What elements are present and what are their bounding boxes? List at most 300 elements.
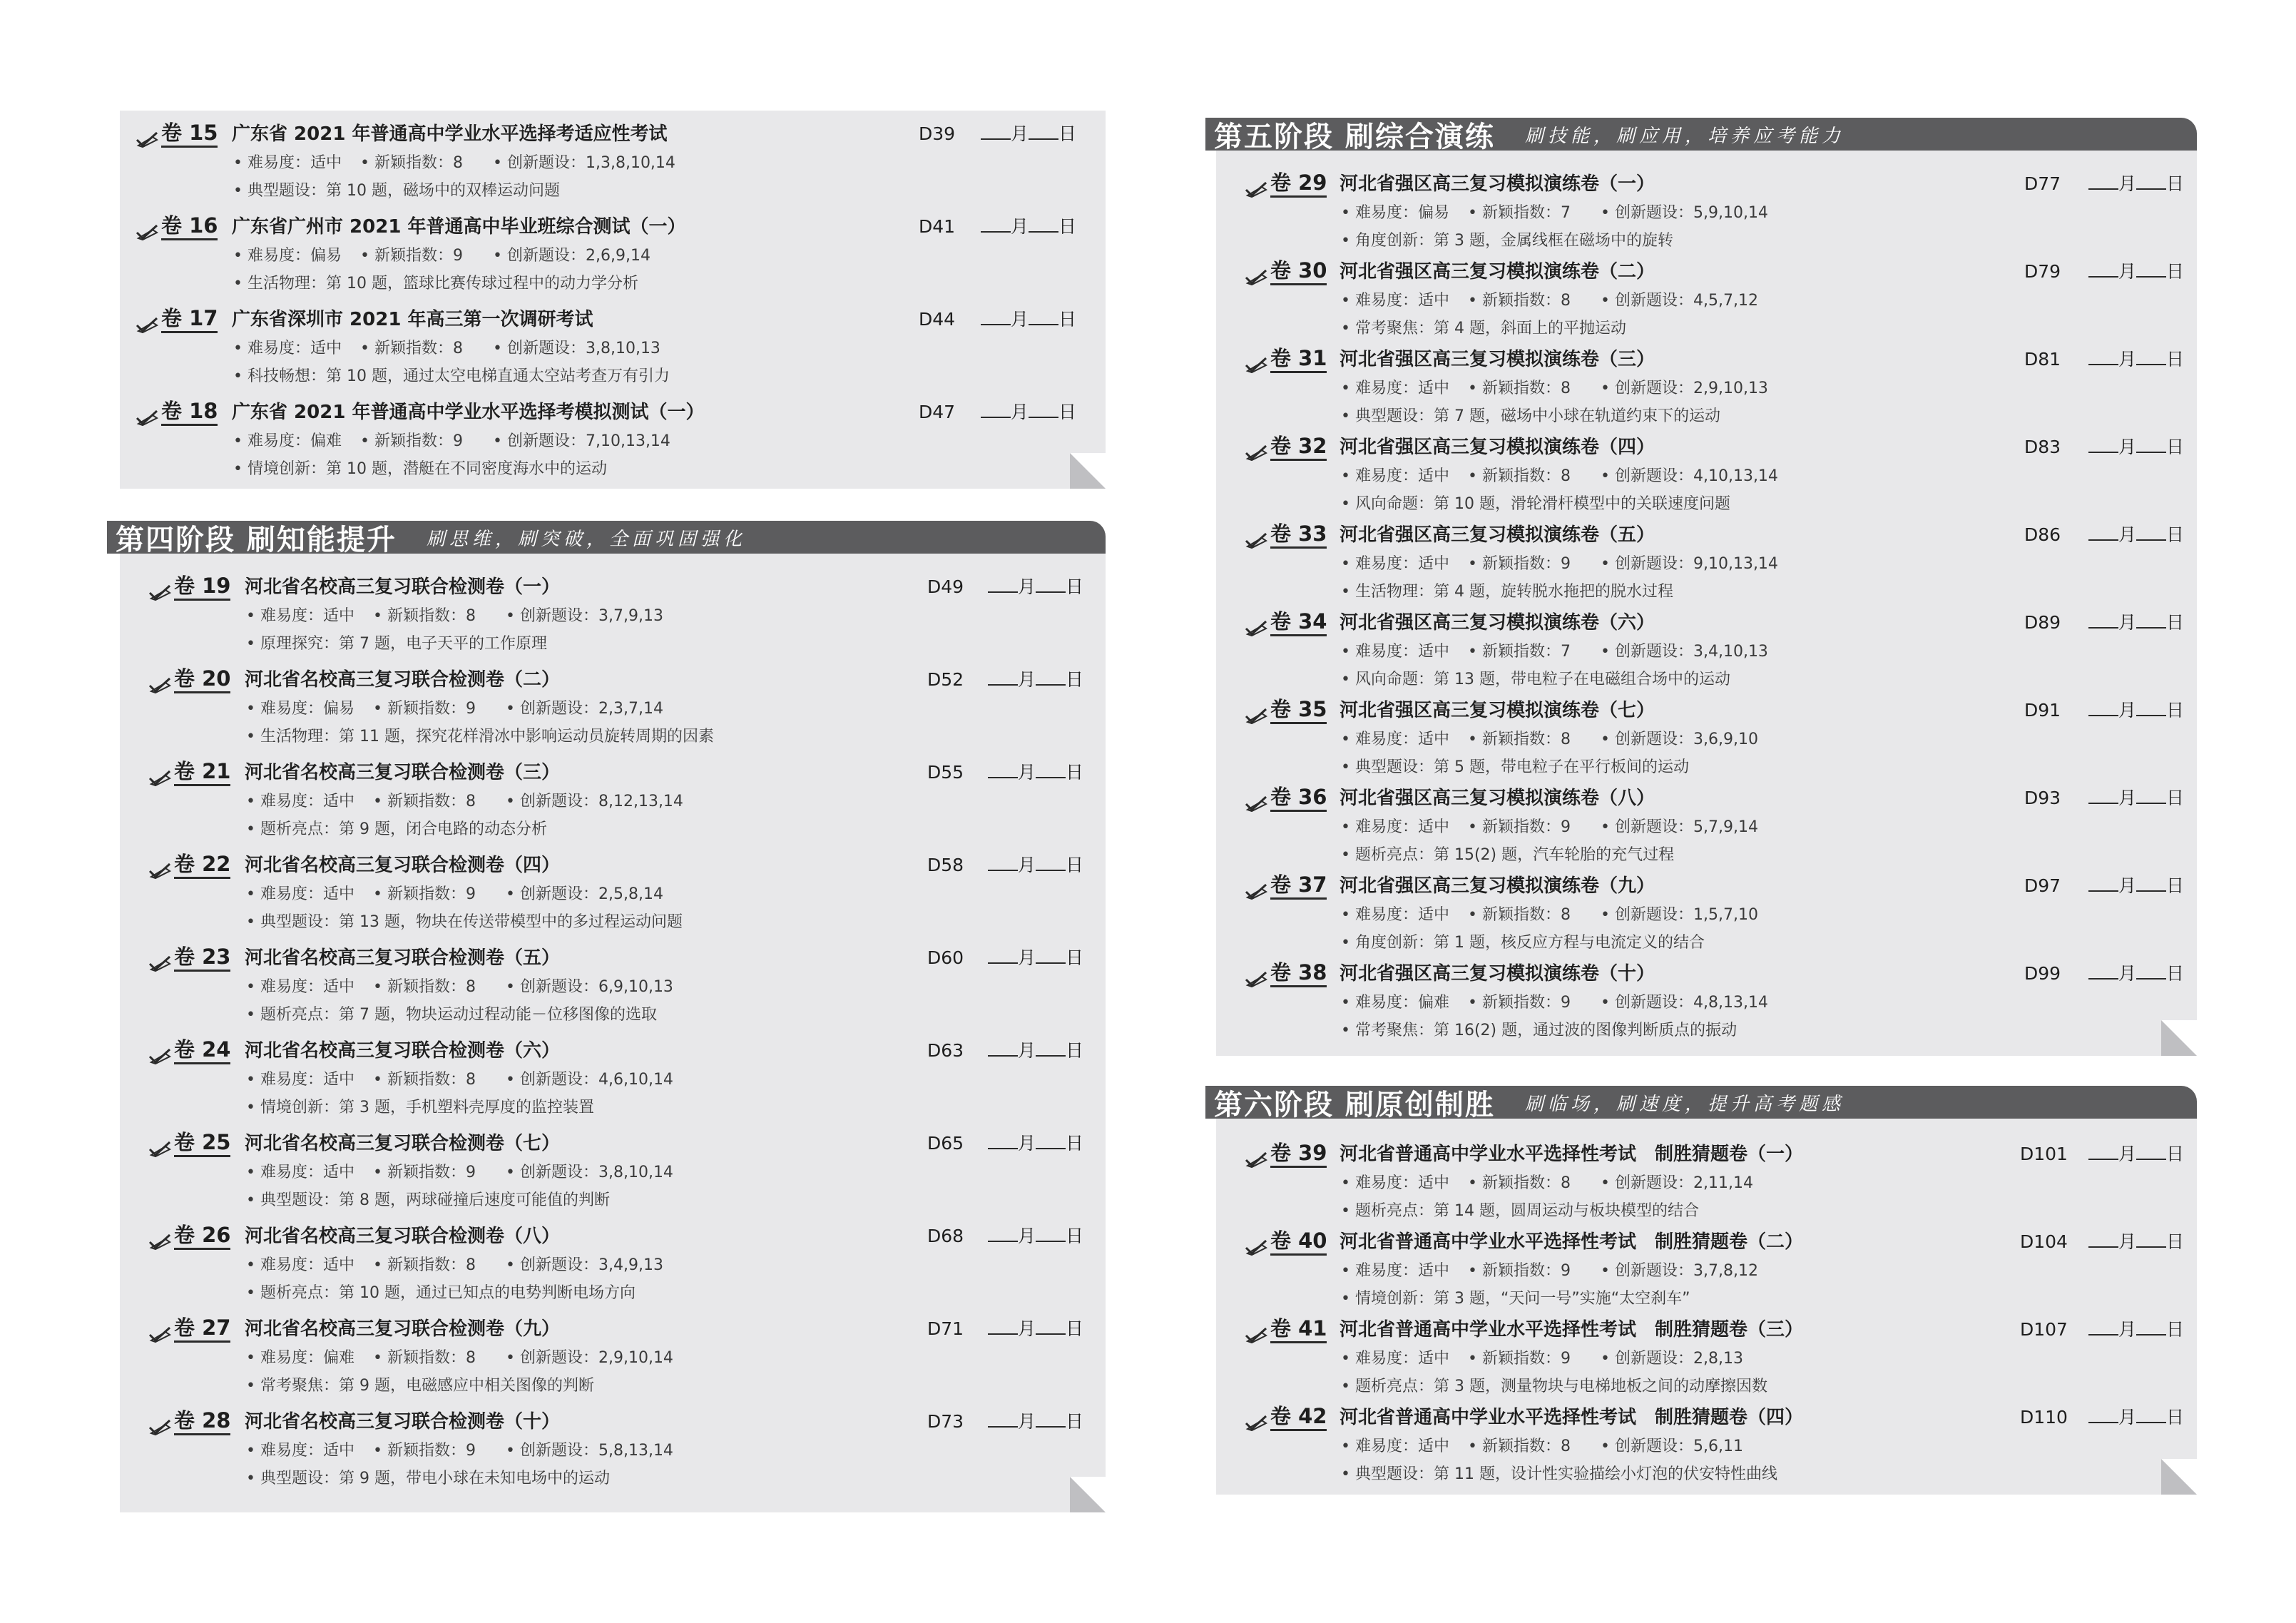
novelty-index: • 新颖指数：8 bbox=[1468, 380, 1571, 397]
exam-highlight: • 常考聚焦：第 9 题，电磁感应中相关图像的判断 bbox=[246, 1377, 594, 1395]
novelty-index: • 新颖指数：8 bbox=[1468, 731, 1571, 748]
exam-entry[interactable] bbox=[136, 121, 1077, 207]
exam-meta bbox=[246, 793, 683, 811]
pencil-check-icon bbox=[1245, 269, 1269, 286]
novelty-index: • 新颖指数：8 bbox=[1468, 906, 1571, 924]
exam-meta bbox=[1341, 380, 1768, 398]
page-ref: D93 bbox=[2024, 788, 2061, 808]
novelty-index: • 新颖指数：9 bbox=[1468, 1350, 1571, 1368]
novelty-index: • 新颖指数：8 bbox=[373, 1256, 476, 1274]
date-field[interactable] bbox=[988, 948, 1083, 968]
innovative-questions: • 创新题设：1,3,8,10,14 bbox=[493, 154, 675, 172]
exam-entry[interactable] bbox=[136, 213, 1077, 300]
page-ref: D41 bbox=[919, 216, 956, 237]
innovative-questions: • 创新题设：2,8,13 bbox=[1601, 1350, 1743, 1368]
exam-number: 卷 34 bbox=[1270, 610, 1327, 636]
page-curl bbox=[1070, 453, 1106, 489]
exam-highlight: • 题析亮点：第 10 题，通过已知点的电势判断电场方向 bbox=[246, 1284, 636, 1302]
exam-number: 卷 27 bbox=[174, 1316, 230, 1343]
exam-title[interactable]: 河北省强区高三复习模拟演练卷（一） bbox=[1340, 173, 1655, 195]
exam-entry[interactable] bbox=[148, 852, 1084, 938]
exam-highlight: • 题析亮点：第 14 题，圆周运动与板块模型的结合 bbox=[1341, 1202, 1699, 1220]
exam-title[interactable]: 河北省名校高三复习联合检测卷（七） bbox=[245, 1133, 561, 1154]
day-label: 日 bbox=[1066, 1411, 1084, 1432]
page-ref: D77 bbox=[2024, 173, 2061, 194]
innovative-questions: • 创新题设：2,3,7,14 bbox=[506, 700, 663, 718]
pencil-check-icon bbox=[148, 1233, 173, 1251]
exam-entry[interactable] bbox=[148, 759, 1084, 845]
month-label: 月 bbox=[2118, 963, 2137, 984]
exam-meta bbox=[1341, 204, 1768, 223]
difficulty: • 难易度：适中 bbox=[1341, 1174, 1449, 1192]
novelty-index: • 新颖指数：9 bbox=[373, 1442, 476, 1460]
date-field[interactable] bbox=[988, 1226, 1083, 1246]
month-label: 月 bbox=[2118, 1319, 2137, 1340]
page-ref: D47 bbox=[919, 402, 956, 422]
exam-title[interactable]: 河北省强区高三复习模拟演练卷（三） bbox=[1340, 349, 1655, 370]
exam-highlight: • 常考聚焦：第 16(2) 题，通过波的图像判断质点的振动 bbox=[1341, 1022, 1738, 1039]
exam-title[interactable]: 河北省名校高三复习联合检测卷（五） bbox=[245, 947, 561, 969]
exam-entry[interactable] bbox=[1245, 171, 2185, 257]
exam-number: 卷 31 bbox=[1270, 347, 1327, 373]
exam-entry[interactable] bbox=[1245, 258, 2185, 345]
exam-entry[interactable] bbox=[148, 1130, 1084, 1216]
exam-title[interactable]: 河北省普通高中学业水平选择性考试 制胜猜题卷（二） bbox=[1340, 1231, 1804, 1253]
month-label: 月 bbox=[1011, 216, 1029, 237]
exam-number: 卷 40 bbox=[1270, 1229, 1327, 1256]
exam-number: 卷 36 bbox=[1270, 785, 1327, 812]
day-label: 日 bbox=[2166, 612, 2185, 633]
month-label: 月 bbox=[2118, 875, 2137, 896]
exam-entry[interactable] bbox=[1245, 960, 2185, 1047]
exam-title[interactable]: 河北省普通高中学业水平选择性考试 制胜猜题卷（四） bbox=[1340, 1407, 1804, 1428]
exam-title[interactable]: 河北省强区高三复习模拟演练卷（九） bbox=[1340, 875, 1655, 897]
novelty-index: • 新颖指数：8 bbox=[373, 1349, 476, 1367]
exam-meta bbox=[233, 247, 650, 265]
exam-highlight: • 典型题设：第 7 题，磁场中小球在轨道约束下的运动 bbox=[1341, 407, 1720, 425]
date-field[interactable] bbox=[988, 855, 1083, 875]
month-label: 月 bbox=[1018, 669, 1036, 690]
day-label: 日 bbox=[1066, 1133, 1084, 1154]
exam-meta bbox=[1341, 906, 1758, 925]
innovative-questions: • 创新题设：9,10,13,14 bbox=[1601, 555, 1778, 573]
difficulty: • 难易度：偏易 bbox=[246, 700, 354, 718]
novelty-index: • 新颖指数：8 bbox=[1468, 292, 1571, 310]
difficulty: • 难易度：偏易 bbox=[233, 247, 342, 265]
novelty-index: • 新颖指数：8 bbox=[373, 978, 476, 996]
exam-title[interactable]: 河北省强区高三复习模拟演练卷（七） bbox=[1340, 700, 1655, 721]
pencil-check-icon bbox=[136, 409, 160, 427]
page-ref: D81 bbox=[2024, 349, 2061, 370]
novelty-index: • 新颖指数：9 bbox=[373, 1164, 476, 1181]
exam-title[interactable]: 河北省名校高三复习联合检测卷（三） bbox=[245, 762, 561, 783]
date-field[interactable] bbox=[988, 670, 1083, 690]
exam-entry[interactable] bbox=[1245, 1316, 2185, 1403]
day-label: 日 bbox=[1066, 855, 1084, 875]
pencil-check-icon bbox=[148, 584, 173, 601]
day-label: 日 bbox=[2166, 437, 2185, 457]
day-label: 日 bbox=[2166, 700, 2185, 721]
exam-meta bbox=[233, 340, 660, 358]
day-label: 日 bbox=[2166, 963, 2185, 984]
exam-title[interactable]: 河北省名校高三复习联合检测卷（二） bbox=[245, 669, 561, 691]
innovative-questions: • 创新题设：2,9,10,13 bbox=[1601, 380, 1768, 397]
difficulty: • 难易度：偏易 bbox=[1341, 204, 1449, 222]
page-ref: D68 bbox=[927, 1226, 964, 1246]
exam-meta bbox=[1341, 555, 1778, 574]
day-label: 日 bbox=[1066, 576, 1084, 597]
month-label: 月 bbox=[2118, 1231, 2137, 1252]
exam-number: 卷 35 bbox=[1270, 698, 1327, 724]
exam-highlight: • 情境创新：第 3 题，“天问一号”实施“太空刹车” bbox=[1341, 1290, 1690, 1308]
exam-highlight: • 典型题设：第 11 题，设计性实验描绘小灯泡的伏安特性曲线 bbox=[1341, 1465, 1777, 1483]
exam-meta bbox=[1341, 1438, 1743, 1456]
day-label: 日 bbox=[2166, 173, 2185, 194]
innovative-questions: • 创新题设：2,9,10,14 bbox=[506, 1349, 673, 1367]
exam-number: 卷 39 bbox=[1270, 1141, 1327, 1168]
difficulty: • 难易度：适中 bbox=[1341, 906, 1449, 924]
pencil-check-icon bbox=[148, 1326, 173, 1343]
exam-entry[interactable] bbox=[1245, 697, 2185, 783]
date-field[interactable] bbox=[2088, 1320, 2184, 1340]
exam-entry[interactable] bbox=[1245, 434, 2185, 520]
exam-number: 卷 42 bbox=[1270, 1405, 1327, 1431]
day-label: 日 bbox=[1058, 216, 1077, 237]
innovative-questions: • 创新题设：7,10,13,14 bbox=[493, 432, 670, 450]
exam-entry[interactable] bbox=[1245, 609, 2185, 696]
exam-meta bbox=[1341, 292, 1758, 310]
innovative-questions: • 创新题设：3,6,9,10 bbox=[1601, 731, 1758, 748]
date-field[interactable] bbox=[988, 763, 1083, 783]
date-field[interactable] bbox=[2088, 788, 2184, 808]
exam-title[interactable]: 河北省名校高三复习联合检测卷（九） bbox=[245, 1318, 561, 1340]
exam-meta bbox=[246, 978, 673, 997]
page-ref: D55 bbox=[927, 762, 964, 783]
innovative-questions: • 创新题设：3,8,10,14 bbox=[506, 1164, 673, 1181]
exam-entry[interactable] bbox=[1245, 522, 2185, 608]
exam-highlight: • 生活物理：第 4 题，旋转脱水拖把的脱水过程 bbox=[1341, 583, 1673, 601]
stage4-header bbox=[107, 521, 1106, 554]
day-label: 日 bbox=[2166, 875, 2185, 896]
exam-entry[interactable] bbox=[1245, 785, 2185, 871]
exam-title[interactable]: 河北省名校高三复习联合检测卷（一） bbox=[245, 576, 561, 598]
exam-number: 卷 41 bbox=[1270, 1317, 1327, 1343]
novelty-index: • 新颖指数：8 bbox=[360, 154, 463, 172]
exam-number: 卷 21 bbox=[174, 760, 230, 786]
novelty-index: • 新颖指数：8 bbox=[373, 1071, 476, 1089]
difficulty: • 难易度：适中 bbox=[1341, 1350, 1449, 1368]
exam-entry[interactable] bbox=[1245, 1404, 2185, 1490]
day-label: 日 bbox=[1066, 1226, 1084, 1246]
pencil-check-icon bbox=[148, 677, 173, 694]
exam-highlight: • 角度创新：第 3 题，金属线框在磁场中的旋转 bbox=[1341, 232, 1673, 250]
day-label: 日 bbox=[2166, 1407, 2185, 1428]
exam-highlight: • 题析亮点：第 7 题，物块运动过程动能－位移图像的选取 bbox=[246, 1006, 657, 1024]
exam-title[interactable]: 河北省普通高中学业水平选择性考试 制胜猜题卷（一） bbox=[1340, 1144, 1804, 1165]
exam-title[interactable]: 河北省强区高三复习模拟演练卷（十） bbox=[1340, 963, 1655, 985]
difficulty: • 难易度：适中 bbox=[1341, 643, 1449, 661]
day-label: 日 bbox=[1066, 1040, 1084, 1061]
innovative-questions: • 创新题设：5,9,10,14 bbox=[1601, 204, 1768, 222]
date-field[interactable] bbox=[2088, 174, 2184, 194]
day-label: 日 bbox=[1066, 762, 1084, 783]
page-ref: D49 bbox=[927, 576, 964, 597]
page-ref: D73 bbox=[927, 1411, 964, 1432]
month-label: 月 bbox=[1011, 123, 1029, 144]
exam-meta bbox=[1341, 1350, 1743, 1368]
exam-highlight: • 题析亮点：第 15(2) 题，汽车轮胎的充气过程 bbox=[1341, 846, 1675, 864]
stage6-header bbox=[1205, 1086, 2197, 1119]
exam-title[interactable]: 河北省强区高三复习模拟演练卷（六） bbox=[1340, 612, 1655, 634]
exam-highlight: • 情境创新：第 10 题，潜艇在不同密度海水中的运动 bbox=[233, 460, 607, 478]
date-field[interactable] bbox=[2088, 1408, 2184, 1428]
pencil-check-icon bbox=[136, 317, 160, 334]
exam-meta bbox=[246, 1349, 673, 1368]
month-label: 月 bbox=[1018, 576, 1036, 597]
exam-highlight: • 典型题设：第 13 题，物块在传送带模型中的多过程运动问题 bbox=[246, 913, 683, 931]
difficulty: • 难易度：适中 bbox=[1341, 292, 1449, 310]
difficulty: • 难易度：适中 bbox=[233, 154, 342, 172]
day-label: 日 bbox=[1058, 402, 1077, 422]
exam-title[interactable]: 河北省强区高三复习模拟演练卷（四） bbox=[1340, 437, 1655, 458]
difficulty: • 难易度：适中 bbox=[246, 885, 354, 903]
exam-entry[interactable] bbox=[1245, 346, 2185, 432]
page-ref: D91 bbox=[2024, 700, 2061, 721]
exam-highlight: • 典型题设：第 9 题，带电小球在未知电场中的运动 bbox=[246, 1470, 610, 1487]
exam-title[interactable]: 河北省强区高三复习模拟演练卷（五） bbox=[1340, 524, 1655, 546]
exam-entry[interactable] bbox=[1245, 1228, 2185, 1315]
day-label: 日 bbox=[2166, 349, 2185, 370]
date-field[interactable] bbox=[2088, 1144, 2184, 1164]
exam-title[interactable]: 广东省深圳市 2021 年高三第一次调研考试 bbox=[232, 309, 593, 330]
exam-entry[interactable] bbox=[148, 574, 1084, 660]
date-field[interactable] bbox=[2088, 613, 2184, 633]
date-field[interactable] bbox=[2088, 876, 2184, 896]
exam-meta bbox=[233, 432, 670, 451]
page-ref: D79 bbox=[2024, 261, 2061, 282]
innovative-questions: • 创新题设：3,7,9,13 bbox=[506, 607, 663, 625]
exam-number: 卷 37 bbox=[1270, 873, 1327, 900]
month-label: 月 bbox=[2118, 524, 2137, 545]
exam-title[interactable]: 河北省名校高三复习联合检测卷（六） bbox=[245, 1040, 561, 1062]
difficulty: • 难易度：适中 bbox=[246, 1164, 354, 1181]
stage5-header bbox=[1205, 118, 2197, 151]
month-label: 月 bbox=[1018, 762, 1036, 783]
date-field[interactable] bbox=[2088, 262, 2184, 282]
month-label: 月 bbox=[1018, 855, 1036, 875]
novelty-index: • 新颖指数：8 bbox=[373, 607, 476, 625]
pencil-check-icon bbox=[148, 770, 173, 787]
exam-number: 卷 15 bbox=[161, 121, 218, 148]
exam-title[interactable]: 广东省 2021 年普通高中学业水平选择考模拟测试（一） bbox=[232, 402, 705, 423]
date-field[interactable] bbox=[988, 1134, 1083, 1154]
pencil-check-icon bbox=[1245, 1415, 1269, 1432]
day-label: 日 bbox=[2166, 1231, 2185, 1252]
novelty-index: • 新颖指数：9 bbox=[1468, 994, 1571, 1012]
difficulty: • 难易度：适中 bbox=[246, 1256, 354, 1274]
exam-meta bbox=[246, 700, 663, 718]
novelty-index: • 新颖指数：9 bbox=[360, 432, 463, 450]
month-label: 月 bbox=[2118, 788, 2137, 808]
exam-highlight: • 题析亮点：第 3 题，测量物块与电梯地板之间的动摩擦因数 bbox=[1341, 1378, 1767, 1395]
pencil-check-icon bbox=[1245, 357, 1269, 374]
exam-highlight: • 生活物理：第 11 题，探究花样滑冰中影响运动员旋转周期的因素 bbox=[246, 728, 714, 746]
page-ref: D101 bbox=[2020, 1144, 2068, 1164]
difficulty: • 难易度：适中 bbox=[1341, 818, 1449, 836]
date-field[interactable] bbox=[2088, 1232, 2184, 1252]
exam-meta bbox=[233, 154, 675, 173]
pencil-check-icon bbox=[1245, 795, 1269, 813]
pencil-check-icon bbox=[1245, 1239, 1269, 1256]
exam-title[interactable]: 河北省名校高三复习联合检测卷（十） bbox=[245, 1411, 561, 1433]
pencil-check-icon bbox=[1245, 444, 1269, 462]
date-field[interactable] bbox=[2088, 964, 2184, 984]
date-field[interactable] bbox=[988, 1319, 1083, 1339]
novelty-index: • 新颖指数：8 bbox=[1468, 467, 1571, 485]
date-field[interactable] bbox=[988, 1041, 1083, 1061]
exam-meta bbox=[246, 607, 663, 626]
exam-number: 卷 16 bbox=[161, 214, 218, 240]
exam-number: 卷 38 bbox=[1270, 961, 1327, 987]
exam-highlight: • 典型题设：第 10 题，磁场中的双棒运动问题 bbox=[233, 182, 560, 200]
exam-number: 卷 23 bbox=[174, 945, 230, 972]
exam-meta bbox=[246, 1256, 663, 1275]
pencil-check-icon bbox=[1245, 1327, 1269, 1344]
exam-number: 卷 30 bbox=[1270, 259, 1327, 285]
page-ref: D86 bbox=[2024, 524, 2061, 545]
page-ref: D58 bbox=[927, 855, 964, 875]
exam-meta bbox=[1341, 994, 1768, 1012]
exam-number: 卷 25 bbox=[174, 1131, 230, 1157]
exam-highlight: • 风向命题：第 13 题，带电粒子在电磁组合场中的运动 bbox=[1341, 671, 1730, 688]
pencil-check-icon bbox=[136, 224, 160, 241]
month-label: 月 bbox=[1018, 1133, 1036, 1154]
exam-title[interactable]: 河北省普通高中学业水平选择性考试 制胜猜题卷（三） bbox=[1340, 1319, 1804, 1340]
stage4-title: 第四阶段 刷知能提升 bbox=[116, 523, 397, 556]
novelty-index: • 新颖指数：7 bbox=[1468, 204, 1571, 222]
exam-title[interactable]: 河北省强区高三复习模拟演练卷（八） bbox=[1340, 788, 1655, 809]
exam-number: 卷 22 bbox=[174, 853, 230, 879]
pencil-check-icon bbox=[148, 863, 173, 880]
novelty-index: • 新颖指数：8 bbox=[373, 793, 476, 810]
pencil-check-icon bbox=[1245, 532, 1269, 549]
day-label: 日 bbox=[1066, 1318, 1084, 1339]
exam-entry[interactable] bbox=[1245, 872, 2185, 959]
month-label: 月 bbox=[1011, 309, 1029, 330]
date-field[interactable] bbox=[2088, 525, 2184, 545]
exam-entry[interactable] bbox=[136, 399, 1077, 485]
page-ref: D60 bbox=[927, 947, 964, 968]
page-ref: D110 bbox=[2020, 1407, 2068, 1428]
difficulty: • 难易度：适中 bbox=[1341, 1262, 1449, 1280]
exam-entry[interactable] bbox=[148, 1408, 1084, 1495]
month-label: 月 bbox=[2118, 1407, 2137, 1428]
date-field[interactable] bbox=[2088, 350, 2184, 370]
date-field[interactable] bbox=[2088, 701, 2184, 721]
exam-number: 卷 33 bbox=[1270, 522, 1327, 549]
exam-highlight: • 情境创新：第 3 题，手机塑料壳厚度的监控装置 bbox=[246, 1099, 594, 1116]
exam-title[interactable]: 广东省 2021 年普通高中学业水平选择考适应性考试 bbox=[232, 123, 668, 145]
difficulty: • 难易度：适中 bbox=[1341, 467, 1449, 485]
exam-entry[interactable] bbox=[1245, 1141, 2185, 1227]
difficulty: • 难易度：适中 bbox=[1341, 555, 1449, 573]
page-ref: D71 bbox=[927, 1318, 964, 1339]
stage5-title: 第五阶段 刷综合演练 bbox=[1214, 120, 1495, 153]
date-field[interactable] bbox=[988, 1412, 1083, 1432]
month-label: 月 bbox=[2118, 1144, 2137, 1164]
innovative-questions: • 创新题设：4,6,10,14 bbox=[506, 1071, 673, 1089]
exam-highlight: • 题析亮点：第 9 题，闭合电路的动态分析 bbox=[246, 820, 547, 838]
month-label: 月 bbox=[1018, 1318, 1036, 1339]
exam-entry[interactable] bbox=[148, 666, 1084, 753]
exam-meta bbox=[1341, 731, 1758, 749]
pencil-check-icon bbox=[1245, 883, 1269, 900]
pencil-check-icon bbox=[1245, 620, 1269, 637]
novelty-index: • 新颖指数：9 bbox=[373, 700, 476, 718]
page-ref: D52 bbox=[927, 669, 964, 690]
page-ref: D89 bbox=[2024, 612, 2061, 633]
day-label: 日 bbox=[1066, 669, 1084, 690]
page-ref: D63 bbox=[927, 1040, 964, 1061]
date-field[interactable] bbox=[981, 310, 1076, 330]
exam-title[interactable]: 河北省强区高三复习模拟演练卷（二） bbox=[1340, 261, 1655, 283]
exam-entry[interactable] bbox=[148, 1223, 1084, 1309]
exam-entry[interactable] bbox=[136, 306, 1077, 392]
day-label: 日 bbox=[2166, 788, 2185, 808]
exam-entry[interactable] bbox=[148, 1037, 1084, 1124]
exam-title[interactable]: 河北省名校高三复习联合检测卷（八） bbox=[245, 1226, 561, 1247]
novelty-index: • 新颖指数：9 bbox=[1468, 818, 1571, 836]
novelty-index: • 新颖指数：9 bbox=[360, 247, 463, 265]
date-field[interactable] bbox=[981, 402, 1076, 422]
difficulty: • 难易度：偏难 bbox=[233, 432, 342, 450]
day-label: 日 bbox=[2166, 261, 2185, 282]
exam-title[interactable]: 河北省名校高三复习联合检测卷（四） bbox=[245, 855, 561, 876]
month-label: 月 bbox=[1018, 1411, 1036, 1432]
innovative-questions: • 创新题设：3,8,10,13 bbox=[493, 340, 660, 357]
innovative-questions: • 创新题设：4,8,13,14 bbox=[1601, 994, 1768, 1012]
difficulty: • 难易度：适中 bbox=[1341, 380, 1449, 397]
innovative-questions: • 创新题设：3,7,8,12 bbox=[1601, 1262, 1758, 1280]
novelty-index: • 新颖指数：8 bbox=[1468, 1174, 1571, 1192]
exam-title[interactable]: 广东省广州市 2021 年普通高中毕业班综合测试（一） bbox=[232, 216, 686, 238]
difficulty: • 难易度：适中 bbox=[233, 340, 342, 357]
stage6-subtitle: 刷临场，刷速度，提升高考题感 bbox=[1524, 1093, 1845, 1115]
exam-meta bbox=[246, 1442, 673, 1460]
page-ref: D44 bbox=[919, 309, 956, 330]
day-label: 日 bbox=[1058, 123, 1077, 144]
exam-entry[interactable] bbox=[148, 945, 1084, 1031]
novelty-index: • 新颖指数：8 bbox=[360, 340, 463, 357]
novelty-index: • 新颖指数：7 bbox=[1468, 643, 1571, 661]
innovative-questions: • 创新题设：1,5,7,10 bbox=[1601, 906, 1758, 924]
exam-meta bbox=[1341, 818, 1758, 837]
date-field[interactable] bbox=[2088, 437, 2184, 457]
exam-entry[interactable] bbox=[148, 1316, 1084, 1402]
date-field[interactable] bbox=[981, 217, 1076, 237]
exam-number: 卷 19 bbox=[174, 574, 230, 601]
month-label: 月 bbox=[2118, 173, 2137, 194]
exam-highlight: • 科技畅想：第 10 题，通过太空电梯直通太空站考查万有引力 bbox=[233, 367, 670, 385]
exam-highlight: • 典型题设：第 5 题，带电粒子在平行板间的运动 bbox=[1341, 758, 1689, 776]
difficulty: • 难易度：适中 bbox=[246, 1442, 354, 1460]
date-field[interactable] bbox=[988, 577, 1083, 597]
page-ref: D107 bbox=[2020, 1319, 2068, 1340]
novelty-index: • 新颖指数：9 bbox=[373, 885, 476, 903]
day-label: 日 bbox=[2166, 1144, 2185, 1164]
exam-meta bbox=[246, 1071, 673, 1089]
date-field[interactable] bbox=[981, 124, 1076, 144]
